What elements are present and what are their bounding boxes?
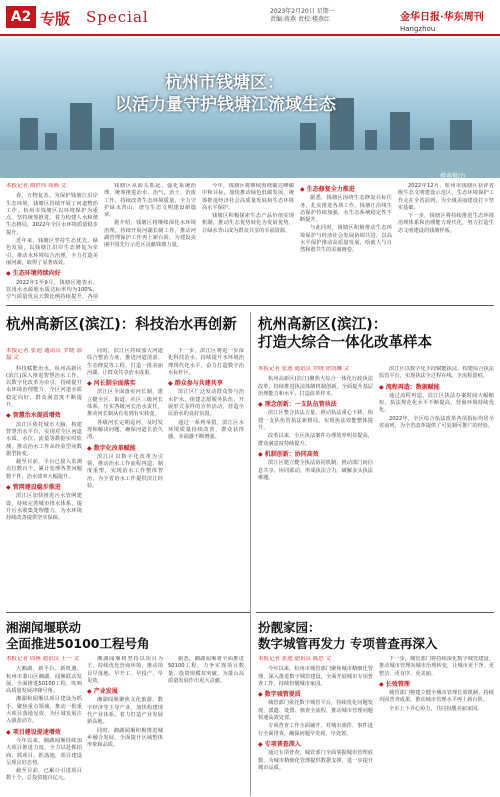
story1-byline: 本报记者 胡世伟 周燕 文 bbox=[6, 183, 67, 189]
dateline bbox=[270, 8, 380, 24]
paragraph: 滨江区依托城市大脑，构建智慧治水平台，实现对全区河道水质、水位、流量等数据实时监测，推动治水工作从经验型向数据型转变。 bbox=[6, 421, 82, 457]
story3-headline-line2: 打造大综合一体化改革样本 bbox=[258, 335, 432, 351]
story1-subhead: ◆ 生态环境持续向好 bbox=[6, 270, 98, 277]
paragraph: 据悉，钱塘区围绕生态修复目标任务，扎实推进各项工作，钱塘江沿线生态保护持续加强，水生态系统稳定性不断提升。 bbox=[300, 195, 392, 224]
paragraph: 据悉，湘湖闻堰将全面推进50100工程，力争实现项目数量、投资规模双突破，为萧山高质量发展作出更大贡献。 bbox=[168, 656, 244, 684]
paragraph: 2022年，全区综合执法改革各项指标均居全省前列，为全省改革提供了可复制可推广的经验。 bbox=[379, 415, 494, 430]
paragraph: 湘湖闻堰聚焦文化旅游、数字经济等主导产业，加快构建现代产业体系，着力打造产业发展新高地。 bbox=[87, 697, 163, 726]
paragraph: 同时，湘湖闻堰积极推进城乡融合发展，全面提升区域整体形象和品质。 bbox=[87, 727, 163, 749]
paragraph: 截至目前，已累计引进项目数十个，总投资超百亿元。 bbox=[6, 768, 82, 782]
story2-byline: 本报记者 张迪 通讯员 罗晓 郭磊 文 bbox=[6, 348, 82, 362]
photo-credit: 楼燕摄/台 bbox=[440, 173, 467, 180]
paragraph: 城管部门将建立健全城市管理长效机制，持续巩固普查成果，推动城市管理水平再上新台阶。 bbox=[379, 690, 494, 704]
story2-subhead: ◆ 智慧治水提质增效 bbox=[6, 412, 82, 419]
story4-col3 bbox=[168, 656, 244, 794]
story4-headline-line1: 湘湖闻堰联动 bbox=[6, 620, 82, 635]
story5-byline: 本报记者 张迪 通讯员 陈思 文 bbox=[258, 656, 331, 662]
story2-col3 bbox=[168, 348, 244, 608]
story2-headline: 杭州高新区(滨江)：科技治水再创新 bbox=[6, 317, 237, 333]
story4-headline bbox=[6, 620, 246, 652]
paragraph: 杭州高新区(滨江)聚焦大综合一体化行政执法改革，持续推进执法体制机制创新，全面提升基层治理能力和水平，打造改革样本。 bbox=[258, 376, 373, 397]
paragraph: 今年，钱塘区将继续围绕碳达峰碳中和目标，加快推动绿色低碳发展，统筹推进经济社会高质量发展和生态环境高水平保护。 bbox=[202, 183, 294, 211]
paragraph: 湘湖和闻堰以项目建设为抓手，聚焦重点领域，推动一批重大项目落地见效，为区域发展注入强劲动力。 bbox=[6, 696, 82, 725]
paragraph: 与此同时，钱塘区积极推动生态环境保护与经济社会发展协调共进，以高水平保护推动高质量发展，绘就人与自然和谐共生的美丽画卷。 bbox=[300, 225, 392, 254]
story5-headline-line2: 数字城管再发力 专项普查再深入 bbox=[258, 636, 438, 651]
paragraph: 同时，滨江区持续加大河道综合整治力度，推进河道清淤、生态修复等工程，打造一批美丽河湖，让群众共享治水成果。 bbox=[87, 348, 163, 376]
story4-col1 bbox=[6, 656, 82, 794]
paragraph: 2022年12月，杭州市钱塘区获评省级生态文明建设示范区，生态环境保护工作走在全省前列，为全域美丽建设打下坚实基础。 bbox=[398, 183, 494, 211]
story1-col2 bbox=[104, 183, 196, 301]
paragraph: 据介绍，钱塘区将继续深化水环境治理，持续开展河湖长制工作，推动河湖管理保护工作再上新台阶，为建设美丽中国先行示范区贡献钱塘力量。 bbox=[104, 220, 196, 249]
story2-col1 bbox=[6, 348, 82, 608]
story3-subhead: ◆ 理念创新：一支队伍管执法 bbox=[258, 401, 373, 408]
story5-headline bbox=[258, 620, 494, 652]
paragraph: 滨江区全面落实河长制，建立健全区、街道、社区三级河长体系，压实各级河长治水责任，推动河长制从有名到有实转变。 bbox=[87, 389, 163, 418]
story4-subhead: ◆ 项目建设提速增效 bbox=[6, 729, 82, 736]
story3-col2 bbox=[379, 366, 494, 608]
header-rule bbox=[0, 34, 500, 36]
paragraph: 滨江区以数字化手段赋能执法，构建综合执法监管平台，实现执法全过程在线、全流程留痕。 bbox=[379, 366, 494, 380]
paragraph: 科技赋能治水。杭州高新区(滨江)深入推进智慧治水工作，以数字化改革为牵引，持续提升水环境治理能力，全区河道水质稳定向好，群众满意度不断提升。 bbox=[6, 365, 82, 409]
paragraph: 专项普查工作全面铺开，对城市部件、事件进行全面排查，确保问题早发现、早处置。 bbox=[258, 723, 373, 737]
divider bbox=[6, 612, 250, 613]
story3-byline: 本报记者 张迪 通讯员 罗晓 徐凯琳 文 bbox=[258, 366, 350, 372]
story4-col2 bbox=[87, 656, 163, 794]
story1-col5 bbox=[398, 183, 494, 301]
paragraph: 通过流程再造，滨江区执法办案时间大幅缩短，执法规范化水平不断提高，营商环境持续优化。 bbox=[379, 392, 494, 414]
hero-title-line1: 杭州市钱塘区： bbox=[165, 73, 284, 93]
hero-title-line2: 以活力量守护钱塘江流域生态 bbox=[115, 95, 336, 115]
story4-headline-line2: 全面推进50100工程号角 bbox=[6, 636, 150, 651]
story5-subhead: ◆ 数字城管提质 bbox=[258, 691, 373, 698]
story4-byline: 本报记者 周燕 通讯员 王一 文 bbox=[6, 656, 79, 662]
paragraph: 通过一系列举措，滨江区水环境质量持续改善，群众获得感、幸福感不断增强。 bbox=[168, 419, 244, 441]
paragraph: 城管部门依托数字城管平台，持续优化问题发现、派遣、处置、核查全流程，推动城市管理问题快速高效处置。 bbox=[258, 700, 373, 722]
date-text: 2023年2月20日 星期一 bbox=[270, 8, 335, 15]
paragraph: 滨江区加快推进污水管网建设，持续完善城市排水体系，提升污水收集处理能力，为水环境持续改善提供坚实保障。 bbox=[6, 493, 82, 522]
column-divider bbox=[250, 312, 251, 796]
story5-col2 bbox=[379, 656, 494, 794]
paragraph: 大湘湖，新平台、新机遇。杭州市萧山区湘湖、闻堰联动发展，全面推进50100工程，吹响高质量发展冲锋号角。 bbox=[6, 666, 82, 695]
paragraph: 下一步，城管部门将持续深化数字城管建设，推动城市管理向城市治理转变，让城市更干净、更整洁、更有序、更美丽。 bbox=[379, 656, 494, 677]
paragraph: 通过专项普查，城管部门全面掌握城市管理底数，为城市精细化管理提供数据支撑，进一步提升城市品质。 bbox=[258, 750, 373, 771]
story1-subhead: ◆ 生态修复全力推进 bbox=[300, 186, 392, 193]
story1-col3 bbox=[202, 183, 294, 301]
story2-col2 bbox=[87, 348, 163, 608]
paragraph: 改革以来，全区执法案件办理效率明显提高，群众满意度持续提升。 bbox=[258, 433, 373, 447]
paragraph: 钱塘区积极探索生态产品价值实现机制，推动生态优势转化为发展优势，让绿水青山成为群众共享的幸福资源。 bbox=[202, 213, 294, 234]
story3-headline-line1: 杭州高新区(滨江)： bbox=[258, 317, 388, 333]
section-code-badge: A2 bbox=[6, 6, 36, 28]
brand-name: 金华日报·华东周刊 bbox=[400, 12, 484, 23]
paragraph: 各级河长定期巡河，及时发现和解决问题，确保河道长治久清。 bbox=[87, 419, 163, 441]
paragraph: 今年以来，湘湖闻堰持续加大项目推进力度，全力以赴抓招商、抓项目、抓落地，项目建设呈现良好态势。 bbox=[6, 737, 82, 766]
paragraph: 滨江区广泛发动群众参与治水护水，组建志愿服务队伍，开展形式多样的宣传活动，营造全民治水的良好氛围。 bbox=[168, 389, 244, 418]
story2-subhead: ◆ 群众参与共建共享 bbox=[168, 380, 244, 387]
section-name-english: Special bbox=[86, 8, 149, 26]
story5-col1 bbox=[258, 656, 373, 794]
paragraph: 近年来，钱塘区坚持生态优先、绿色发展，以钱塘江沿岸生态修复为牵引，推动水环境综合治理，全力打造美丽河湖，取得了显著成效。 bbox=[6, 238, 98, 266]
paragraph: 下一步，钱塘区将持续推进生态环境治理体系和治理能力现代化，努力打造生态文明建设的钱塘样板。 bbox=[398, 213, 494, 234]
paragraph: 湘湖闻堰将坚持以项目为王，持续优化营商环境，推动项目早落地、早开工、早投产、早见效。 bbox=[87, 656, 163, 684]
paragraph: 春，万物复苏。为保护钱塘江沿岸生态环境，钱塘区持续开展了河道整治工作，杭州市钱塘区以环境保护为重点，坚持统筹推进，着力构建人水和谐生态格局，2022年全区水环境质量稳步提升。 bbox=[6, 193, 98, 236]
divider bbox=[6, 305, 494, 306]
story2-subhead: ◆ 数字化改革赋能 bbox=[87, 445, 163, 452]
story3-subhead: ◆ 机制创新：协同高效 bbox=[258, 451, 373, 458]
paragraph: 滨江区以数字化改革为引领，推动治水工作流程再造、制度重塑，实现治水工作整体智治，为全省治水工作提供滨江经验。 bbox=[87, 453, 163, 490]
story1-col1 bbox=[6, 183, 98, 301]
story5-subhead: ◆ 专项普查深入 bbox=[258, 741, 373, 748]
story3-col1 bbox=[258, 366, 373, 608]
paragraph: 全市上下齐心协力，共同扮靓美丽家园。 bbox=[389, 705, 483, 712]
paragraph: 滨江区建立健全执法协同机制，推动部门间信息共享、协同联动，形成执法合力，破解多头执法难题。 bbox=[258, 460, 373, 481]
story5-subhead: ◆ 长效管理 bbox=[379, 681, 494, 688]
brand-sub: Hangzhou bbox=[400, 25, 436, 33]
story2-subhead: ◆ 管网建设稳步推进 bbox=[6, 484, 82, 491]
paragraph: 下一步，滨江区将进一步深化科技治水，持续提升水环境治理现代化水平，奋力打造数字治水标杆区。 bbox=[168, 348, 244, 376]
paragraph: 今年以来，杭州市城管部门聚焦城市精细化管理，深入推进数字城管建设，全面开展城市专项普查工作，持续扮靓城市家园。 bbox=[258, 666, 373, 687]
story2-subhead: ◆ 河长制全面落实 bbox=[87, 380, 163, 387]
paragraph: 2022年1至9月，钱塘区地表水、饮用水水源地水质达标率均为100%，空气质量优良天数比例持续提升，各项 bbox=[6, 279, 98, 301]
paragraph: 截至目前，平台已接入监测点位数百个，累计处理各类问题数千件，治水效率大幅提升。 bbox=[6, 459, 82, 480]
editor-text: 责编:蒋燕 责校:楼燕红 bbox=[270, 16, 330, 23]
story3-subhead: ◆ 流程再造：数据赋能 bbox=[379, 384, 494, 391]
river-shape bbox=[0, 150, 500, 178]
divider bbox=[256, 612, 494, 613]
paragraph: 滨江区整合执法力量，推动执法重心下移，构建一支队伍管执法新格局，实现执法效能整体提升。 bbox=[258, 410, 373, 432]
story3-headline bbox=[258, 316, 494, 352]
story5-headline-line1: 扮靓家园： bbox=[258, 620, 321, 635]
story4-subhead: ◆ 产业发展 bbox=[87, 688, 163, 695]
paragraph: 钱塘区从源头抓起，强化系统治理，统筹推进治水、治气、治土、治废工作，持续改善生态环境质量，全力守护绿水青山，谱写生态文明建设新篇章。 bbox=[104, 183, 196, 219]
section-name: 专版 bbox=[40, 10, 71, 28]
story1-col4 bbox=[300, 183, 392, 301]
newspaper-brand bbox=[400, 8, 484, 34]
